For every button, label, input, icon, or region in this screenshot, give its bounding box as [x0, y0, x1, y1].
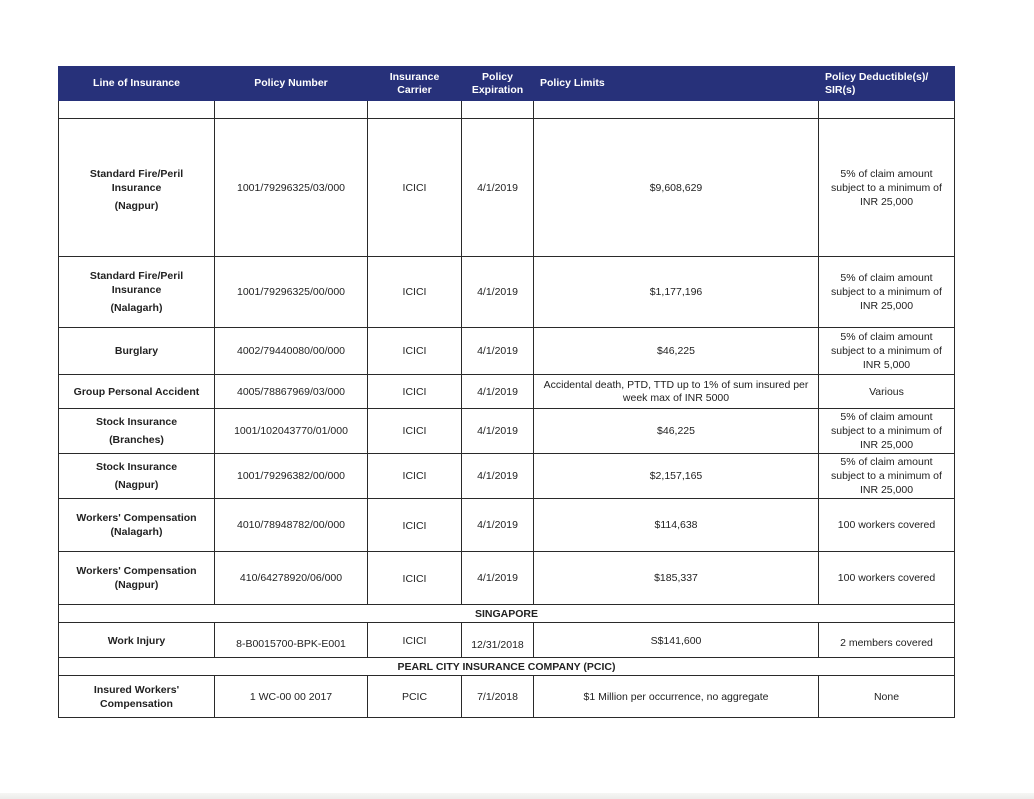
line-of-insurance: Stock Insurance	[95, 461, 178, 473]
line-of-insurance-cell	[59, 119, 215, 257]
policy-expiration: 4/1/2019	[462, 552, 534, 605]
line-of-insurance: Standard Fire/Peril Insurance	[89, 270, 184, 296]
location: (Nagpur)	[114, 199, 159, 212]
section-row-singapore	[59, 605, 955, 623]
policy-number: 1001/79296382/00/000	[215, 454, 368, 499]
policy-limits: S$141,600	[534, 623, 819, 658]
table-row	[59, 328, 955, 375]
header-policy-number: Policy Number	[215, 67, 368, 101]
location: (Nalagarh)	[110, 302, 163, 314]
header-insurance-carrier: Insurance Carrier	[368, 67, 462, 101]
insurance-carrier: ICICI	[368, 499, 462, 552]
policy-deductible: 2 members covered	[819, 623, 955, 658]
policy-expiration: 4/1/2019	[462, 499, 534, 552]
line-of-insurance-cell	[59, 409, 215, 454]
policy-limits: $46,225	[534, 409, 819, 454]
table-row	[59, 499, 955, 552]
policy-number: 1001/79296325/00/000	[215, 257, 368, 328]
header-policy-expiration: Policy Expiration	[462, 67, 534, 101]
policy-expiration: 7/1/2018	[462, 676, 534, 718]
policy-number: 410/64278920/06/000	[215, 552, 368, 605]
insurance-carrier: ICICI	[368, 119, 462, 257]
policy-deductible: 100 workers covered	[819, 499, 955, 552]
policy-number: 8-B0015700-BPK-E001	[215, 623, 368, 658]
section-title: SINGAPORE	[59, 605, 955, 623]
insurance-carrier: ICICI	[368, 454, 462, 499]
policy-expiration: 4/1/2019	[462, 257, 534, 328]
policy-deductible: Various	[819, 375, 955, 409]
insurance-carrier: PCIC	[368, 676, 462, 718]
header-policy-deductible: Policy Deductible(s)/ SIR(s)	[819, 67, 955, 101]
line-of-insurance: Standard Fire/Peril Insurance	[89, 167, 184, 194]
insurance-carrier: ICICI	[368, 623, 462, 658]
table-row	[59, 623, 955, 658]
line-of-insurance-cell	[59, 454, 215, 499]
location: (Nagpur)	[114, 479, 159, 491]
table-row	[59, 552, 955, 605]
page-bottom-edge	[0, 793, 1034, 799]
line-of-insurance: Work Injury	[59, 623, 215, 658]
line-of-insurance: Stock Insurance	[95, 416, 178, 428]
policy-limits: $46,225	[534, 328, 819, 375]
header-line-of-insurance: Line of Insurance	[59, 67, 215, 101]
table-row	[59, 375, 955, 409]
policy-deductible: 100 workers covered	[819, 552, 955, 605]
line-of-insurance: Group Personal Accident	[59, 375, 215, 409]
policy-number: 1 WC-00 00 2017	[215, 676, 368, 718]
policy-limits: $9,608,629	[534, 119, 819, 257]
policy-number: 4010/78948782/00/000	[215, 499, 368, 552]
policy-expiration: 4/1/2019	[462, 328, 534, 375]
line-of-insurance: Burglary	[59, 328, 215, 375]
policy-deductible: 5% of claim amount subject to a minimum of INR 25,000	[819, 119, 955, 257]
insurance-carrier: ICICI	[368, 409, 462, 454]
policy-expiration: 4/1/2019	[462, 454, 534, 499]
policy-number: 1001/102043770/01/000	[215, 409, 368, 454]
policy-expiration: 4/1/2019	[462, 409, 534, 454]
policy-limits: $1,177,196	[534, 257, 819, 328]
insurance-table	[58, 66, 955, 718]
policy-deductible: 5% of claim amount subject to a minimum of INR 25,000	[819, 409, 955, 454]
table-row	[59, 454, 955, 499]
table-row	[59, 119, 955, 257]
line-of-insurance: Workers' Compensation (Nalagarh)	[59, 499, 215, 552]
table-row	[59, 257, 955, 328]
policy-limits: $2,157,165	[534, 454, 819, 499]
policy-expiration: 12/31/2018	[462, 623, 534, 658]
table-row	[59, 409, 955, 454]
insurance-carrier: ICICI	[368, 552, 462, 605]
insurance-carrier: ICICI	[368, 257, 462, 328]
policy-number: 4002/79440080/00/000	[215, 328, 368, 375]
insurance-carrier: ICICI	[368, 328, 462, 375]
header-policy-limits: Policy Limits	[534, 67, 819, 101]
line-of-insurance: Insured Workers' Compensation	[59, 676, 215, 718]
policy-limits: $185,337	[534, 552, 819, 605]
line-of-insurance-cell	[59, 257, 215, 328]
header-row	[59, 67, 955, 101]
policy-number: 4005/78867969/03/000	[215, 375, 368, 409]
section-row-pcic	[59, 658, 955, 676]
policy-deductible: 5% of claim amount subject to a minimum of INR 5,000	[819, 328, 955, 375]
policy-limits: $114,638	[534, 499, 819, 552]
policy-deductible: 5% of claim amount subject to a minimum of INR 25,000	[819, 257, 955, 328]
policy-expiration: 4/1/2019	[462, 375, 534, 409]
blank-row	[59, 101, 955, 119]
policy-expiration: 4/1/2019	[462, 119, 534, 257]
insurance-carrier: ICICI	[368, 375, 462, 409]
location: (Branches)	[109, 434, 164, 446]
policy-limits: $1 Million per occurrence, no aggregate	[534, 676, 819, 718]
policy-number: 1001/79296325/03/000	[215, 119, 368, 257]
policy-limits: Accidental death, PTD, TTD up to 1% of sum insured per week max of INR 5000	[534, 375, 819, 409]
line-of-insurance: Workers' Compensation (Nagpur)	[59, 552, 215, 605]
policy-deductible: 5% of claim amount subject to a minimum of INR 25,000	[819, 454, 955, 499]
table-row	[59, 676, 955, 718]
policy-deductible: None	[819, 676, 955, 718]
section-title: PEARL CITY INSURANCE COMPANY (PCIC)	[59, 658, 955, 676]
